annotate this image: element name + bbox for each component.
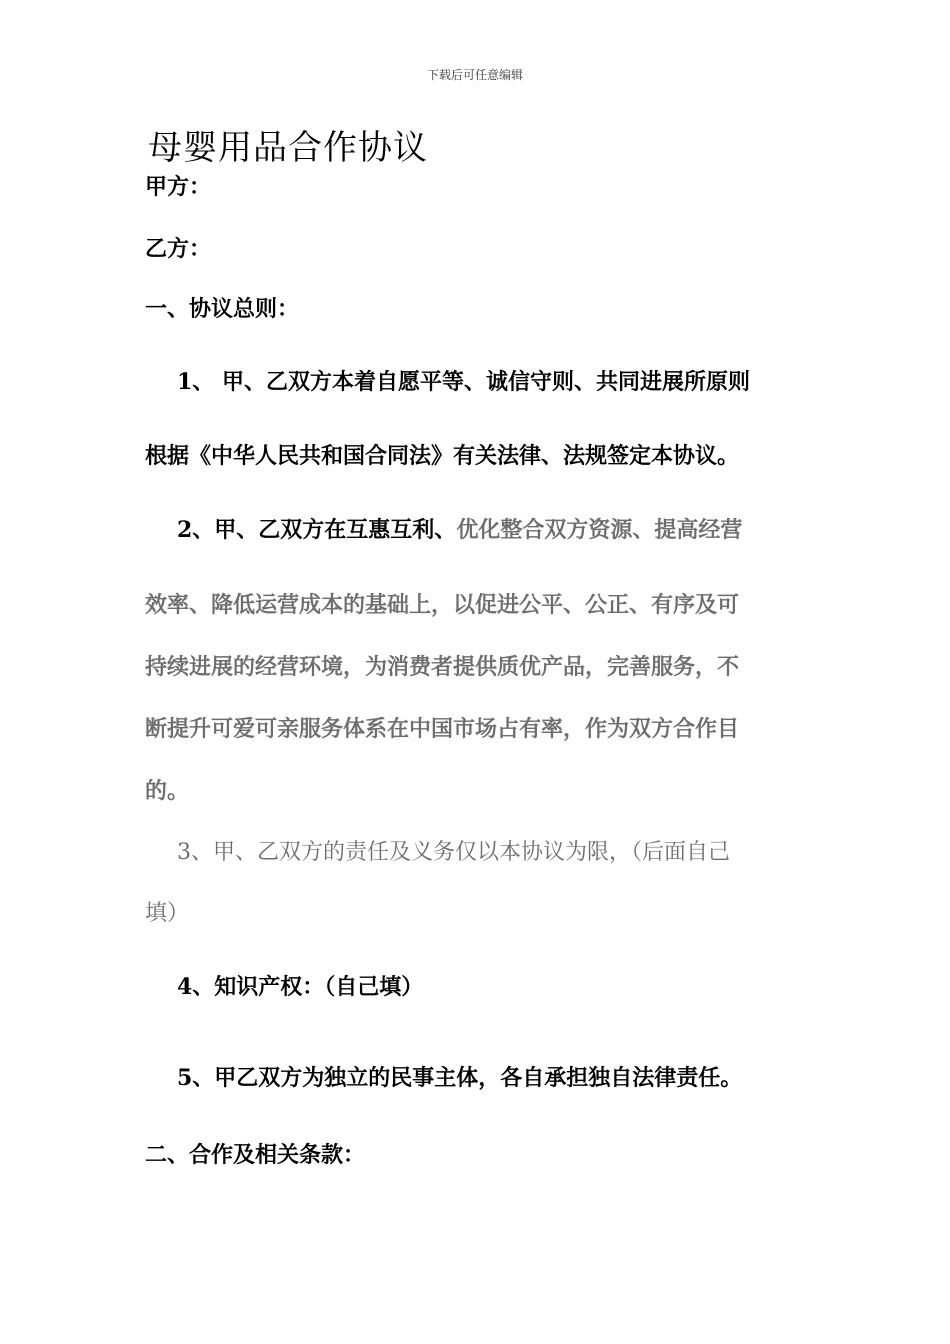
clause-3-line-1: 3、甲、乙双方的责任及义务仅以本协议为限，（后面自己 bbox=[177, 840, 730, 865]
clause-1-line-2: 根据《中华人民共和国合同法》有关法律、法规签定本协议。 bbox=[145, 443, 740, 469]
party-b-label: 乙方： bbox=[145, 236, 212, 262]
clause-3-line-2: 填） bbox=[145, 901, 190, 926]
clause-5: 5、甲乙双方为独立的民事主体，各自承担独自法律责任。 bbox=[177, 1065, 743, 1091]
clause-2-line-2: 效率、降低运营成本的基础上，以促进公平、公正、有序及可 bbox=[145, 592, 740, 618]
party-a-label: 甲方： bbox=[145, 174, 212, 200]
clause-1-line-1: 1、 甲、乙双方本着自愿平等、诚信守则、共同进展所原则 bbox=[177, 369, 750, 395]
clause-2-line-1-black: 2、甲、乙双方在互惠互利、 bbox=[177, 517, 457, 543]
clause-2-line-5: 的。 bbox=[145, 778, 190, 804]
header-note: 下载后可任意编辑 bbox=[426, 68, 523, 82]
clause-2-line-4: 断提升可爱可亲服务体系在中国市场占有率，作为双方合作目 bbox=[145, 716, 740, 742]
section-1-heading: 一、协议总则： bbox=[145, 296, 300, 322]
clause-2-line-3: 持续进展的经营环境，为消费者提供质优产品，完善服务，不 bbox=[145, 654, 740, 680]
document-title: 母婴用品合作协议 bbox=[148, 128, 428, 168]
clause-4: 4、知识产权：（自己填） bbox=[177, 974, 424, 1000]
section-2-heading: 二、合作及相关条款： bbox=[145, 1142, 366, 1168]
clause-2-line-1 bbox=[177, 515, 742, 545]
clause-2-line-1-gray: 优化整合双方资源、提高经营 bbox=[456, 517, 743, 543]
